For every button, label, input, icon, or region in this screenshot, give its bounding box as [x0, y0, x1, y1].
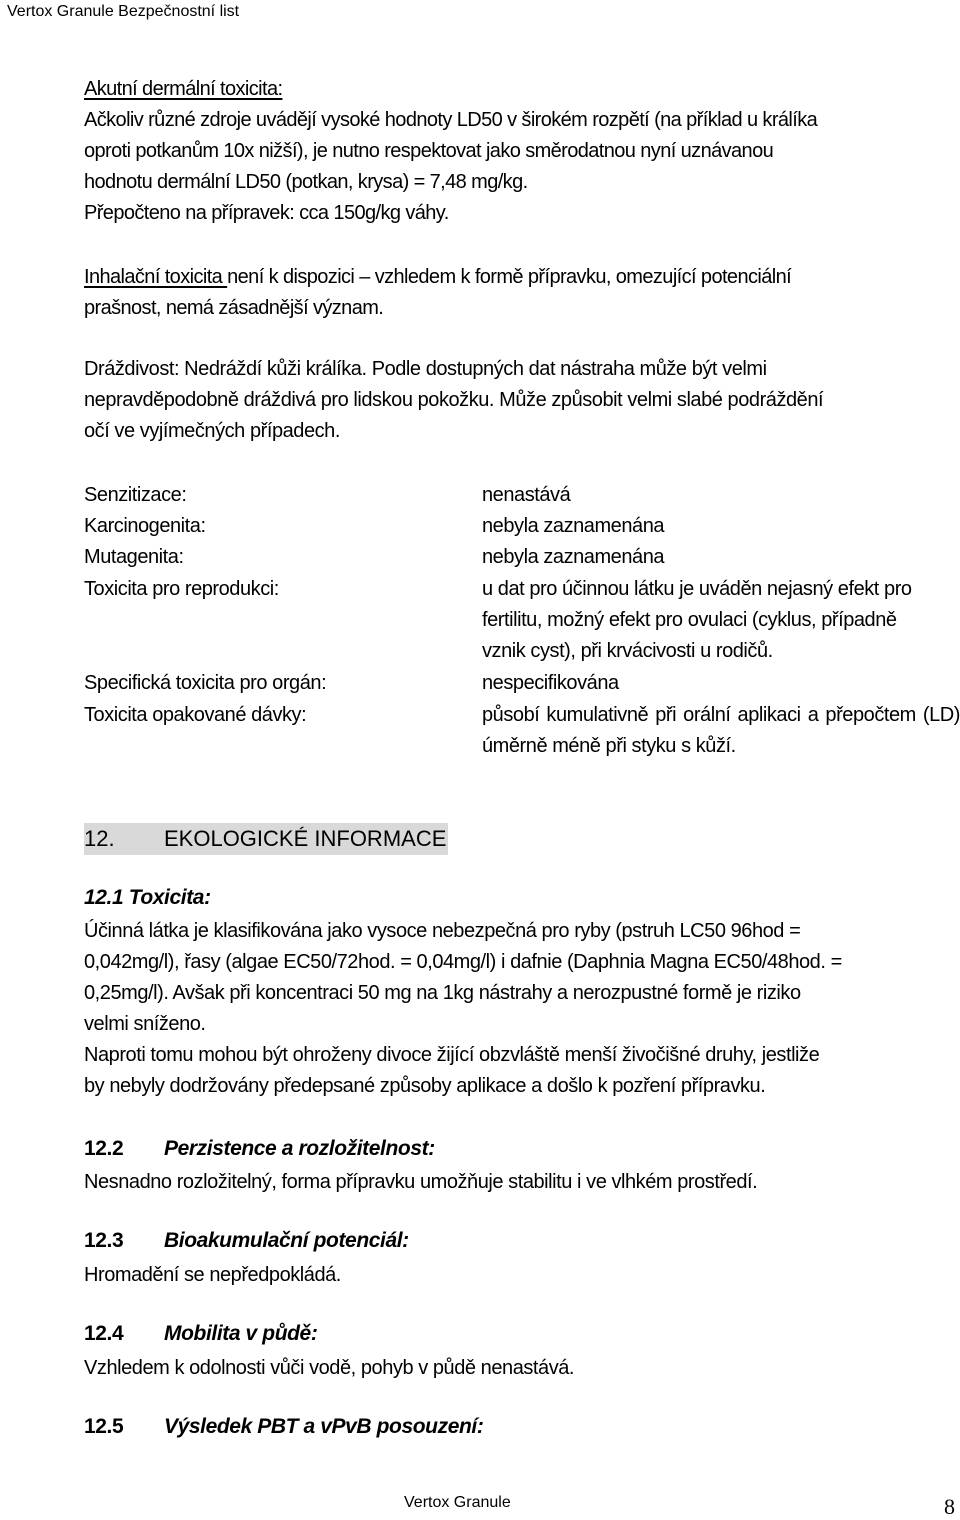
property-label: Mutagenita:	[84, 546, 184, 568]
toxicity-line: Účinná látka je klasifikována jako vysoce nebezpečná pro ryby (pstruh LC50 96hod =	[84, 920, 801, 942]
property-value: působí kumulativně při orální aplikaci a přepočtem (LD) úměrně méně při styku s kůží.	[482, 704, 960, 757]
dermal-line: oproti potkanům 10x nižší), je nutno respektovat jako směrodatnou nyní uznávanou	[84, 140, 774, 162]
subsection-heading	[84, 886, 211, 910]
subsection-heading	[84, 1137, 435, 1161]
property-value: nebyla zaznamenána	[482, 515, 665, 537]
irritation-block	[84, 354, 954, 447]
subsection-title: Bioakumulační potenciál:	[164, 1229, 409, 1252]
subsection-text: Hromadění se nepředpokládá.	[84, 1264, 341, 1286]
property-label: Toxicita pro reprodukci:	[84, 578, 279, 600]
property-label: Toxicita opakované dávky:	[84, 704, 307, 726]
dermal-line: Ačkoliv různé zdroje uvádějí vysoké hodnoty LD50 v širokém rozpětí (na příklad u králíka	[84, 109, 818, 131]
subsection-title: Perzistence a rozložitelnost:	[164, 1137, 435, 1160]
property-label: Specifická toxicita pro orgán:	[84, 672, 327, 694]
subsection-number: 12.3	[84, 1229, 124, 1252]
subsection-heading	[84, 1229, 409, 1253]
subsection-number: 12.5	[84, 1415, 124, 1438]
inhalation-label: Inhalační toxicita	[84, 266, 228, 288]
toxicity-line: by nebyly dodržovány předepsané způsoby aplikace a došlo k pozření přípravku.	[84, 1075, 766, 1097]
toxicity-line: 0,042mg/l), řasy (algae EC50/72hod. = 0,04mg/l) i dafnie (Daphnia Magna EC50/48hod. =	[84, 951, 842, 973]
subsection-title: 12.1 Toxicita:	[84, 886, 211, 909]
property-label: Karcinogenita:	[84, 515, 206, 537]
subsection-number: 12.2	[84, 1137, 124, 1160]
toxicity-line: Naproti tomu mohou být ohroženy divoce žijící obzvláště menší živočišné druhy, jestliže	[84, 1044, 820, 1066]
property-label: Senzitizace:	[84, 484, 187, 506]
footer-product: Vertox Granule	[404, 1494, 511, 1511]
subsection-title: Výsledek PBT a vPvB posouzení:	[164, 1415, 484, 1438]
dermal-line: hodnotu dermální LD50 (potkan, krysa) = 7,48 mg/kg.	[84, 171, 528, 193]
property-value: nespecifikována	[482, 672, 619, 694]
dermal-heading: Akutní dermální toxicita:	[84, 78, 283, 100]
dermal-toxicity-block	[84, 74, 954, 229]
toxicity-line: velmi sníženo.	[84, 1013, 206, 1035]
property-value: nenastává	[482, 484, 571, 506]
section-heading	[84, 823, 448, 855]
subsection-number: 12.4	[84, 1322, 124, 1345]
irritation-line: očí ve vyjímečných případech.	[84, 420, 340, 442]
page-number: 8	[944, 1494, 955, 1519]
subsection-heading	[84, 1322, 317, 1346]
toxicity-line: 0,25mg/l). Avšak při koncentraci 50 mg na 1kg nástrahy a nerozpustné formě je riziko	[84, 982, 801, 1004]
subsection-title: Mobilita v půdě:	[164, 1322, 318, 1345]
inhalation-line: prašnost, nemá zásadnější význam.	[84, 297, 384, 319]
subsection-heading	[84, 1415, 483, 1439]
inhalation-text: není k dispozici – vzhledem k formě přípravku, omezující potenciální	[227, 266, 792, 288]
toxicity-block	[84, 916, 954, 1102]
irritation-line: Dráždivost: Nedráždí kůži králíka. Podle dostupných dat nástraha může být velmi	[84, 358, 767, 380]
subsection-text: Vzhledem k odolnosti vůči vodě, pohyb v půdě nenastává.	[84, 1357, 575, 1379]
irritation-line: nepravděpodobně dráždivá pro lidskou pokožku. Může způsobit velmi slabé podráždění	[84, 389, 824, 411]
section-title: EKOLOGICKÉ INFORMACE	[164, 826, 447, 851]
property-value: nebyla zaznamenána	[482, 546, 665, 568]
dermal-line: Přepočteno na přípravek: cca 150g/kg váhy.	[84, 202, 449, 224]
property-value: u dat pro účinnou látku je uváděn nejasný efekt pro fertilitu, možný efekt pro ovulaci (cyklus, případně vznik cyst), při krvácivosti u rodičů.	[482, 578, 912, 662]
page-header: Vertox Granule Bezpečnostní list	[7, 3, 240, 20]
inhalation-block	[84, 262, 954, 324]
section-number: 12.	[84, 826, 115, 851]
subsection-text: Nesnadno rozložitelný, forma přípravku umožňuje stabilitu i ve vlhkém prostředí.	[84, 1171, 758, 1193]
